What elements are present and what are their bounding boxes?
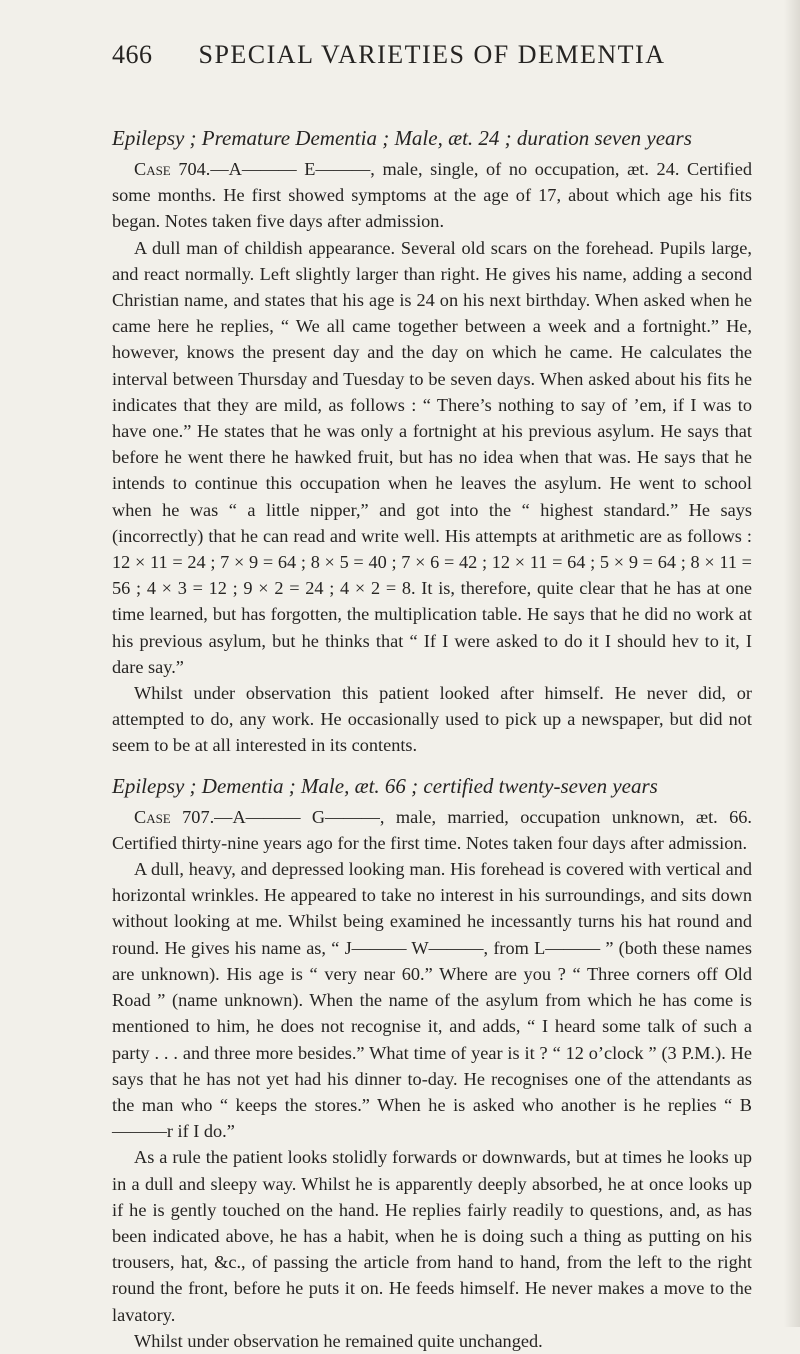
case-704-label: Case 704. xyxy=(134,159,211,179)
running-head: SPECIAL VARIETIES OF DEMENTIA xyxy=(198,40,666,69)
page-edge-shadow xyxy=(784,0,800,1327)
page-header xyxy=(112,40,752,74)
case-707-conclusion-paragraph: Whilst under observation he remained quite unchanged. xyxy=(134,1330,543,1351)
case-707-intro-text: —A——— G———, male, married, occupation unknown, æt. 66. Certified thirty-nine years ago for the first time. Notes taken four days after admission. xyxy=(112,806,752,853)
page-body xyxy=(112,125,752,1354)
page-number: 466 xyxy=(112,40,153,69)
case-707-label: Case 707. xyxy=(134,806,215,827)
case-704-conclusion-paragraph: Whilst under observation this patient looked after himself. He never did, or attempted to do, any work. He occasionally used to pick up a newspaper, but did not seem to be at all interested in its contents. xyxy=(112,683,752,756)
case-704-intro-text: —A——— E———, male, single, of no occupation, æt. 24. Certified some months. He first showed symptoms at the age of 17, about which age his fits began. Notes taken five days after admission. xyxy=(112,159,752,232)
case-707-intro-paragraph xyxy=(112,804,752,856)
case-707-observation-paragraph: A dull, heavy, and depressed looking man. His forehead is covered with vertical and horizontal wrinkles. He appeared to take no interest in his surroundings, and sits down without looking at me. Whilst being examined he incessantly turns his hat round and round. He gives his name as, “ J——— W———, from L——— ” (both these names are unknown). His age is “ very near 60.” Where are you ? “ Three corners off Old Road ” (name unknown). When the name of the asylum from which he has come is mentioned to him, he does not recognise it, and adds, “ I heard some talk of such a party . . . and three more besides.” What time of year is it ? “ 12 o’clock ” (3 P.M.). He says that he has not yet had his dinner to-day. He recognises one of the attendants as the man who “ keeps the stores.” When he is asked who another is he replies “ B———r if I do.” xyxy=(112,859,752,1142)
case-704-intro-paragraph xyxy=(112,156,752,235)
case-704-observation-paragraph: A dull man of childish appearance. Several old scars on the forehead. Pupils large, and react normally. Left slightly larger than right. He gives his name, adding a second Christian name, and states that his age is 24 on his next birthday. When asked when he came here he replies, “ We all came together between a week and a fortnight.” He, however, knows the present day and the day on which he came. He calculates the interval between Thursday and Tuesday to be seven days. When asked about his fits he indicates that they are mild, as follows : “ There’s nothing to say of ’em, if I was to have one.” He states that he was only a fortnight at his previous asylum. He says that before he went there he hawked fruit, but has no idea when that was. He says that he intends to continue this occupation when he leaves the asylum. He went to school when he was “ a little nipper,” and got into the “ highest standard.” He says (incorrectly) that he can read and write well. His attempts at arithmetic are as follows : 12 × 11 = 24 ; 7 × 9 = 64 ; 8 × 5 = 40 ; 7 × 6 = 42 ; 12 × 11 = 64 ; 5 × 9 = 64 ; 8 × 11 = 56 ; 4 × 3 = 12 ; 9 × 2 = 24 ; 4 × 2 = 8. It is, therefore, quite clear that he has at one time learned, but has forgotten, the multiplication table. He says that he did no work at his previous asylum, but he thinks that “ If I were asked to do it I should hev to it, I dare say.” xyxy=(112,237,752,677)
case-707-heading: Epilepsy ; Dementia ; Male, æt. 66 ; certified twenty-seven years xyxy=(112,773,658,798)
case-704-heading: Epilepsy ; Premature Dementia ; Male, æt. 24 ; duration seven years xyxy=(112,126,692,150)
case-707-behaviour-paragraph: As a rule the patient looks stolidly forwards or downwards, but at times he looks up in a dull and sleepy way. Whilst he is apparently deeply absorbed, he at once looks up if he is gently touched on the hand. He replies fairly readily to questions, and, as has been indicated above, he has a habit, when he is doing such a thing as putting on his trousers, hat, &c., of passing the article from hand to hand, from the left to the right round the front, before he puts it on. He feeds himself. He never makes a move to the lavatory. xyxy=(112,1147,752,1325)
